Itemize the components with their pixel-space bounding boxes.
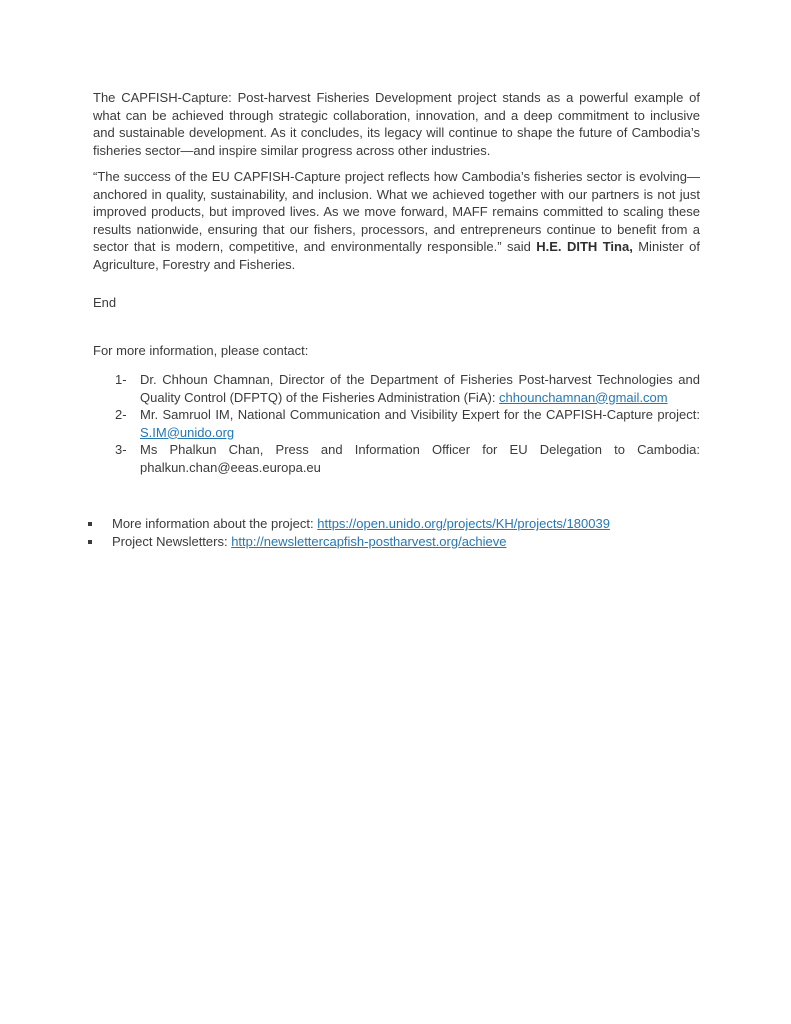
end-marker: End (93, 295, 117, 310)
newsletters-link[interactable]: http://newslettercapfish-postharvest.org/achieve (231, 533, 507, 549)
list-number: 2- (115, 407, 127, 422)
email-link-chhounchamnan[interactable]: chhounchamnan@gmail.com (499, 389, 668, 405)
document-content (93, 89, 700, 550)
contact-text (140, 406, 700, 441)
contact-item-samruol-im (115, 406, 700, 441)
contact-item-phalkun-chan (115, 441, 700, 476)
contact-heading: For more information, please contact: (93, 342, 309, 358)
contact-item-chhoun-chamnan (115, 371, 700, 406)
minister-name: H.E. DITH Tina, (536, 239, 633, 254)
contact-list (93, 371, 700, 476)
contact-description: Ms Phalkun Chan, Press and Information Officer for EU Delegation to Cambodia: phalkun.chan@eeas.europa.eu (140, 442, 700, 475)
resource-label: Project Newsletters: (112, 533, 232, 549)
square-bullet-icon (88, 522, 92, 526)
list-number: 3- (115, 442, 127, 457)
resource-list (93, 515, 700, 550)
quote-text: “The success of the EU CAPFISH-Capture project reflects how Cambodia’s fisheries sector is evolving—anchored in quality, sustainability, and inclusion. What we achieved together with our partners is not just improved products, but improved lives. As we move forward, MAFF remains committed to scaling these results nationwide, ensuring that our fishers, processors, and entrepreneurs continue to benefit from a sector that is modern, competitive, and environmentally responsible.” said (93, 169, 700, 254)
list-number: 1- (115, 372, 127, 387)
resource-item-newsletters (88, 533, 700, 551)
contact-description: Dr. Chhoun Chamnan, Director of the Department of Fisheries Post-harvest Technologies and Quality Control (DFPTQ) of the Fisheries Administration (FiA): (140, 372, 700, 405)
paragraph-quote (93, 168, 700, 273)
email-link-sim-unido[interactable]: S.IM@unido.org (140, 424, 235, 440)
contact-description: Mr. Samruol IM, National Communication and Visibility Expert for the CAPFISH-Capture project: (140, 407, 700, 422)
square-bullet-icon (88, 540, 92, 544)
paragraph-intro: The CAPFISH-Capture: Post-harvest Fisheries Development project stands as a powerful example of what can be achieved through strategic collaboration, innovation, and a deep commitment to inclusive and sustainable development. As it concludes, its legacy will continue to shape the future of Cambodia’s fisheries sector—and inspire similar progress across other industries. (93, 90, 700, 158)
resource-label: More information about the project: (112, 516, 318, 531)
project-info-link[interactable]: https://open.unido.org/projects/KH/projects/180039 (317, 516, 610, 531)
resource-item-project-info (88, 515, 700, 533)
contact-text (140, 371, 700, 406)
contact-text (140, 441, 700, 476)
minister-title: Minister of Agriculture, Forestry and Fisheries. (93, 239, 700, 272)
